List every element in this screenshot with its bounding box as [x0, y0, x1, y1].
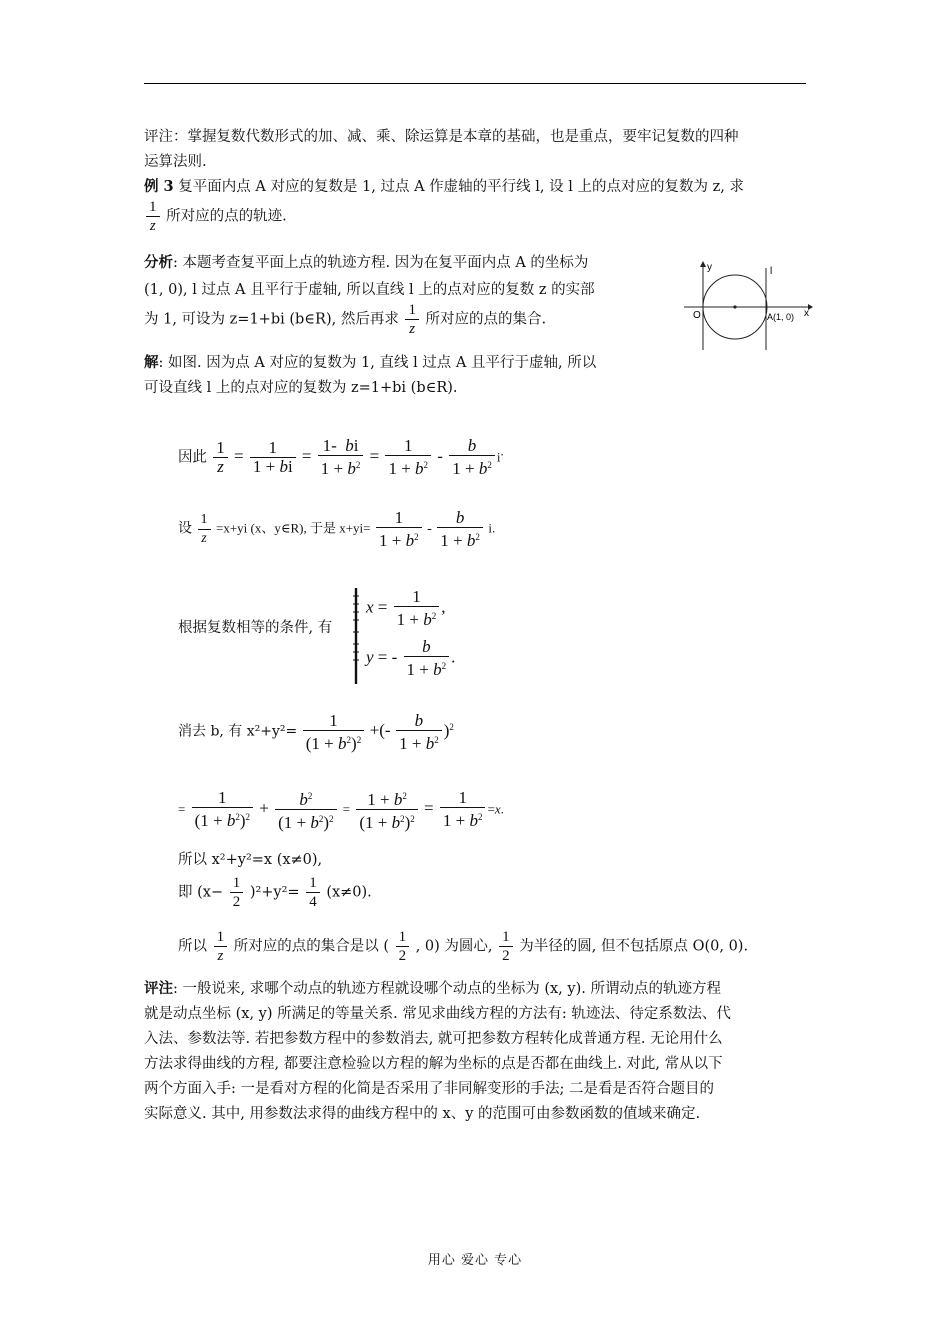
- result-line-2: 即 (x− $\frac{1}{2}$ )²+y²= $\frac{1}{4}$ (x≠0).: [178, 875, 372, 910]
- y-label: y: [707, 262, 712, 273]
- comment2-line-2: 就是动点坐标 (x, y) 所满足的等量关系. 常见求曲线方程的方法有: 轨迹法、待定系数法、代: [144, 1006, 731, 1022]
- comment2-line-4: 方法求得曲线的方程, 都要注意检验以方程的解为坐标的点是否都在曲线上. 对此, 常从以下: [144, 1056, 723, 1072]
- equation-therefore: 因此 $\frac{1}{z}$ = $\frac{1}{1 + bi}$ = $\frac{1- bi}{1 + b^2}$ = $\frac{1}{1 + b^2}$ - $\frac{b}{1 + b^2}$ i.: [178, 436, 504, 478]
- y-axis-arrow-icon: [700, 261, 706, 267]
- analysis-line-2: (1, 0), l 过点 A 且平行于虚轴, 所以直线 l 上的点对应的复数 z 的实部: [144, 282, 595, 298]
- circle-center-dot: [733, 305, 736, 308]
- analysis-line-1: 分析: 本题考查复平面上点的轨迹方程. 因为在复平面内点 A 的坐标为: [144, 254, 589, 271]
- frac-1-over-z: $\frac{1}{z}$: [146, 198, 160, 235]
- example-after-frac: 所对应的点的轨迹.: [166, 208, 287, 225]
- x-label: x: [804, 308, 809, 319]
- complex-plane-figure: [680, 258, 814, 353]
- example-frac-line: [144, 198, 287, 235]
- comment-line-2: 运算法则.: [144, 154, 207, 170]
- frac-1-over-z-2: $\frac{1}{z}$: [405, 301, 419, 338]
- header-rule: [144, 83, 806, 84]
- l-label: l: [770, 266, 773, 277]
- equation-eliminate: 消去 b, 有 x²+y²= $\frac{1}{(1 + b^2)^2}$ +(- $\frac{b}{1 + b^2}$ )$^2$: [178, 711, 454, 753]
- system-eq-y: y = - $\frac{b}{1 + b^2}$ .: [366, 637, 456, 679]
- solution-line-1: 解: 如图. 因为点 A 对应的复数为 1, 直线 l 过点 A 且平行于虚轴, 所以: [144, 354, 597, 371]
- equal-condition-label: 根据复数相等的条件, 有: [178, 620, 333, 636]
- example-label: 例 3: [144, 178, 174, 195]
- result-line-1: 所以 x²+y²=x (x≠0),: [178, 852, 323, 868]
- point-a-label: A(1, 0): [767, 312, 795, 322]
- equation-set: 设 $\frac{1}{z}$ =x+yi (x、y∈R), 于是 x+yi= $\frac{1}{1 + b^2}$ - $\frac{b}{1 + b^2}$ i.: [178, 508, 496, 550]
- solution-line-2: 可设直线 l 上的点对应的复数为 z=1+bi (b∈R).: [144, 380, 458, 396]
- analysis-line-3: 为 1, 可设为 z=1+bi (b∈R), 然后再求 $\frac{1}{z}$ 所对应的点的集合.: [144, 302, 547, 337]
- left-brace-icon: [348, 584, 364, 686]
- example-3-statement: [144, 176, 744, 198]
- comment2-line-5: 两个方面入手: 一是看对方程的化简是否采用了非同解变形的手法; 二是看是否符合题目的: [144, 1081, 714, 1097]
- analysis-label: 分析: [144, 254, 173, 271]
- example-text: 复平面内点 A 对应的复数是 1, 过点 A 作虚轴的平行线 l, 设 l 上的点对应的复数为 z, 求: [178, 179, 744, 195]
- origin-label: O: [693, 310, 701, 321]
- comment-line-1: 评注：掌握复数代数形式的加、减、乘、除运算是本章的基础，也是重点，要牢记复数的四种: [144, 129, 739, 145]
- conclusion-line: 所以 $\frac{1}{z}$ 所对应的点的集合是以 ( $\frac{1}{2}$ , 0) 为圆心, $\frac{1}{2}$ 为半径的圆, 但不包括原点 O(0, 0).: [178, 929, 749, 964]
- equation-simplify: = $\frac{1}{(1 + b^2)^2}$ + $\frac{b^2}{(1 + b^2)^2}$ = $\frac{1 + b^2}{(1 + b^2)^2}$ = $\frac{1}{1 + b^2}$ =x.: [178, 788, 504, 832]
- solution-label: 解: [144, 354, 159, 371]
- comment2-label: 评注: [144, 980, 173, 997]
- page-footer: 用心 爱心 专心: [427, 1253, 523, 1268]
- system-eq-x: x = $\frac{1}{1 + b^2}$ ,: [366, 587, 446, 629]
- comment2-line-1: 评注: 一般说来, 求哪个动点的轨迹方程就设哪个动点的坐标为 (x, y). 所谓动点的轨迹方程: [144, 980, 721, 997]
- comment2-line-3: 入法、参数法等. 若把参数方程中的参数消去, 就可把参数方程转化成普通方程. 无论用什么: [144, 1031, 723, 1047]
- comment2-line-6: 实际意义. 其中, 用参数法求得的曲线方程中的 x、y 的范围可由参数函数的值域来确定.: [144, 1106, 701, 1122]
